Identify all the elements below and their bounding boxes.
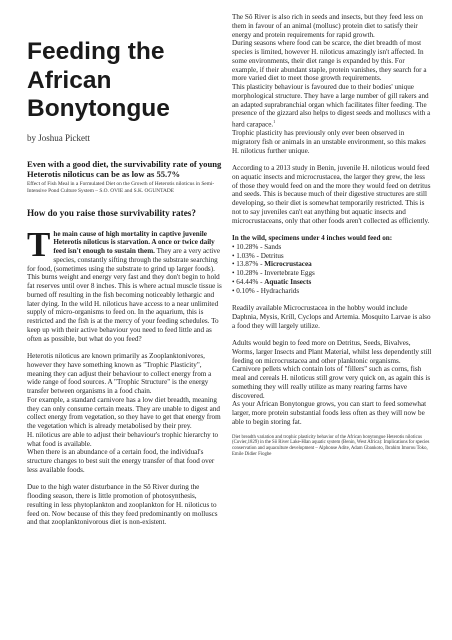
diet-list-heading: In the wild, specimens under 4 inches would feed on:: [232, 234, 393, 243]
diet-list-item: • 10.28% - Invertebrate Eggs: [232, 269, 315, 278]
lede: Even with a good diet, the survivability rate of young Heterotis niloticus can be as low as 55.7%: [27, 158, 222, 179]
paragraph-seeds-insects: The Sô River is also rich in seeds and insects, but they feed less on them in favour of an animal (mollusc) protein diet to satisfy their energy and protein requirements for rapid growth.: [232, 13, 423, 39]
diet-list-item: • 1.03% - Detritus: [232, 251, 284, 260]
paragraph-trophic-hierarchy: H. niloticus are able to adjust their behaviour's trophic hierarchy to what food is available.: [27, 430, 219, 448]
byline: by Joshua Pickett: [27, 132, 90, 143]
diet-list-item: • 0.10% - Hydracharids: [232, 286, 300, 295]
paragraph-carnivore-pellets: Carnivore pellets which contain lots of "fillers" such as corns, fish meal and cereals H. niloticus still grow very quick on, as again this is something they will really utilize as many rearing farms have discovered.: [232, 365, 431, 400]
footnote: Diet breadth variation and trophic plasticity behavior of the African bonytongue Heterotis niloticus (Cuvier,1829) in the Sô River Lake-Hlan aquatic system (Benin, West Africa): Implications for species conservation and aquaculture development – Alphonse Adite, Adam Gbankoto, Ibrahim Imorou Toko, Emile Didier Fiogbe: [232, 434, 430, 458]
diet-list-item: • 13.87% - Microcrustacea: [232, 260, 312, 269]
paragraph-plasticity: This plasticity behaviour is favoured due to their bodies' unique morphological structure. They have a large number of gill rakers and an adapted suprabranchial organ which facilitates filter feeding. The presence of the gizzard also helps to digest seeds and molluscs with a hard carapace.$^1$: [232, 83, 431, 129]
paragraph-so-river-flooding: Due to the high water disturbance in the Sô River during the flooding season, there is little promotion of photosynthesis, resulting in less phytoplankton and zooplankton for H. niloticus to feed on. Now because of this they feed predominantly on molluscs and that zooplanktonivorous diet is non-existent.: [27, 483, 218, 527]
lede-citation: Effect of Fish Meal in a Formulated Diet on the Growth of Heterotis niloticus in Semi-Intensive Pond Culture System – S.O. OVIE and S.K. OGUNTADE: [27, 181, 215, 194]
drop-cap: T: [27, 224, 51, 264]
diet-list: [232, 243, 432, 296]
diet-list-item: • 10.28% - Sands: [232, 242, 282, 251]
paragraph-growth: As your African Bonytongue grows, you can start to feed somewhat larger, more protein substantial foods less often as they will now be able to begin storing fat.: [232, 400, 427, 426]
paragraph-carnivore-example: For example, a standard carnivore has a low diet breadth, meaning they can only consume certain meats. They are unable to digest and collect energy from vegetation, so they have to get that energy from the vegetation which is already metabolised by their prey.: [27, 395, 221, 430]
paragraph-diet-breadth: During seasons where food can be scarce, the diet breadth of most species is limited, however H. niloticus amazingly isn't affected. In some environments, their diet range is expanded by this. For example, if their abundant staple, protein vanishes, they search for a more varied diet to meet those growth requirements.: [232, 39, 427, 83]
diet-list-item: • 64.44% - Aquatic Insects: [232, 277, 312, 286]
intro-bold-text: he main cause of high mortality in captive juvenile Heterotis niloticus is starvation. A once or twice daily feed isn't enough to sustain them.: [53, 229, 215, 255]
left-column: [27, 38, 223, 527]
article-title: Feeding the African Bonytongue: [27, 38, 170, 122]
paragraph-migratory-fish: Trophic plasticity has previously only ever been observed in migratory fish or animals in an unstable environment, so this makes H. niloticus further unique.: [232, 129, 426, 155]
paragraph-zooplanktonivores: Heterotis niloticus are known primarily as Zooplanktonivores, however they have something known as "Trophic Plasticity", meaning they can adjust their behaviour to collect energy from a wide range of food sources. A "Trophic Structure" is the energy transfer between organisms in a food chain.: [27, 352, 212, 395]
intro-body-text: They are a very active species, constantly sifting through the substrate searching for food, (sometimes using the substrate to grind up larger foods). This burns weight and energy very fast and they don't begin to hold fat reserves until over 8 inches. This is where actual muscle tissue is burned off resulting in the fish becoming noticeably lethargic and later dying. In the wild H. niloticus have access to a near unlimited supply of micro-organisms to feed on. In the aquarium, this is restricted and the fish is at the mercy of your feeding schedules. To keep up with their active behaviour you need to feed little and as often as possible, but what do you feed?: [27, 247, 222, 343]
section-heading: How do you raise those survivability rates?: [27, 207, 196, 218]
footnote-marker: 1: [273, 119, 276, 124]
intro-paragraph: [27, 224, 223, 344]
right-column: [232, 13, 432, 458]
paragraph-adults: Adults would begin to feed more on Detritus, Seeds, Bivalves, Worms, larger Insects and Plant Material, whilst less dependently still feeding on microcrustacea and other planktonic organisms.: [232, 339, 432, 365]
paragraph-food-abundance: When there is an abundance of a certain food, the individual's structure changes to best suit the energy transfer of that food over less available foods.: [27, 448, 215, 474]
paragraph-microcrustacea: Readily available Microcrustacea in the hobby would include Daphnia, Mysis, Krill, Cyclops and Artemia. Mosquito Larvae is also a food they will largely utilize.: [232, 304, 431, 330]
paragraph-benin-study: According to a 2013 study in Benin, juvenile H. niloticus would feed on aquatic insects and microcrustacea, the larger they grew, the less of those they would feed on and the more they would feed on detritus and seeds. This is because much of their digestive structures are still developing, so their diet is somewhat temporarily restricted. This is not to say juveniles can't eat anything but aquatic insects and microcrustaceans, only that other foods aren't collected as efficiently.: [232, 164, 431, 225]
